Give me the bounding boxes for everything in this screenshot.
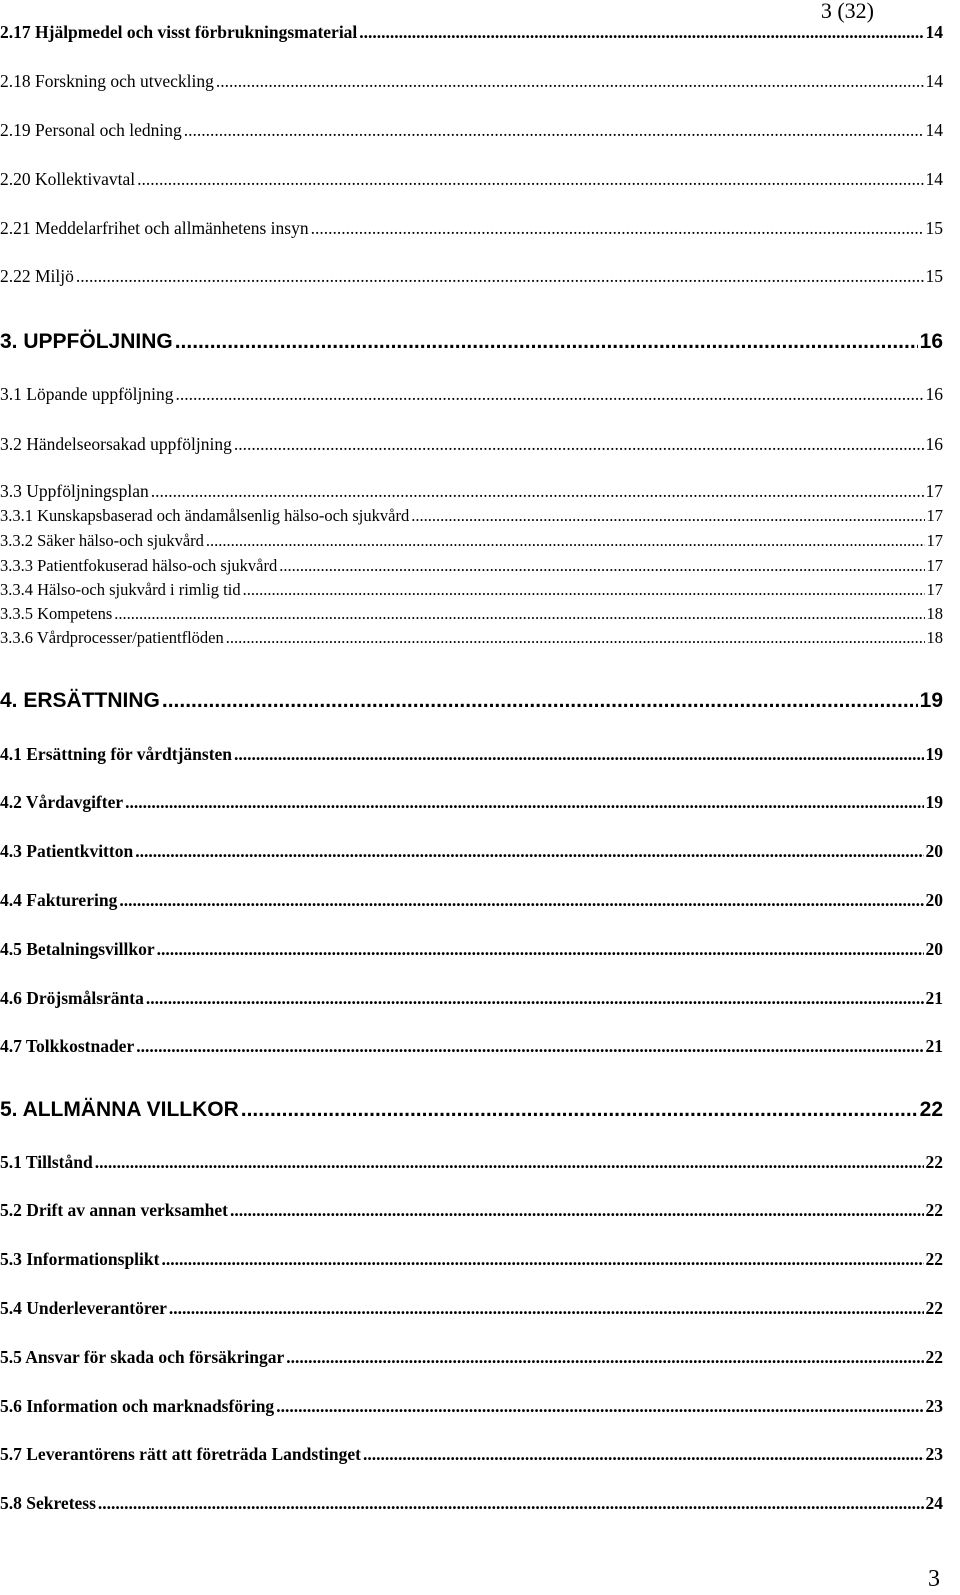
toc-leader (114, 606, 924, 623)
toc-leader (176, 386, 924, 404)
toc-entry-page: 15 (925, 266, 943, 286)
toc-leader (98, 1495, 924, 1513)
page-counter: 3 (32) (820, 0, 874, 23)
toc-entry[interactable] (0, 1300, 943, 1318)
toc-entry-title: 3.3.1 Kunskapsbaserad och ändamålsenlig hälso-och sjukvård (0, 506, 410, 525)
toc-entry-page: 22 (925, 1298, 943, 1318)
toc-leader (162, 690, 918, 711)
toc-entry-page: 22 (925, 1152, 943, 1172)
toc-leader (157, 941, 924, 959)
toc-entry-title: 5.1 Tillstånd (0, 1152, 93, 1172)
toc-entry[interactable] (0, 1398, 943, 1416)
toc-leader (241, 1099, 918, 1120)
toc-leader (276, 1398, 923, 1416)
toc-entry-page: 22 (925, 1347, 943, 1367)
toc-entry[interactable] (0, 630, 943, 647)
toc-leader (230, 1202, 924, 1220)
toc-entry-title: 2.18 Forskning och utveckling (0, 71, 214, 91)
toc-entry[interactable] (0, 1202, 943, 1220)
toc-entry[interactable] (0, 386, 943, 404)
toc-entry[interactable] (0, 1446, 943, 1464)
toc-entry[interactable] (0, 1251, 943, 1269)
toc-entry-title: 2.21 Meddelarfrihet och allmänhetens insyn (0, 218, 309, 238)
toc-leader (125, 794, 923, 812)
toc-entry[interactable] (0, 1495, 943, 1513)
toc-entry-title: 3.3 Uppföljningsplan (0, 481, 149, 501)
toc-entry[interactable] (0, 892, 943, 910)
toc-entry-page: 17 (926, 531, 943, 550)
toc-leader (216, 73, 924, 91)
toc-entry[interactable] (0, 794, 943, 812)
toc-leader (76, 268, 924, 286)
toc-entry-page: 16 (919, 330, 943, 353)
toc-entry-page: 17 (925, 481, 943, 501)
toc-entry-page: 14 (925, 22, 943, 42)
toc-entry-page: 20 (925, 841, 943, 861)
footer-page-number: 3 (928, 1566, 940, 1592)
toc-entry-title: 4.4 Fakturering (0, 890, 118, 910)
toc-entry-title: 5.5 Ansvar för skada och försäkringar (0, 1347, 285, 1367)
toc-entry[interactable] (0, 1349, 943, 1367)
toc-entry-page: 19 (925, 792, 943, 812)
toc-entry-title: 2.20 Kollektivavtal (0, 169, 136, 189)
toc-entry[interactable] (0, 1038, 943, 1056)
toc-leader (184, 122, 924, 140)
toc-entry-title: 4.6 Dröjsmålsränta (0, 988, 144, 1008)
toc-entry-title: 3.3.5 Kompetens (0, 604, 113, 623)
toc-leader (137, 171, 923, 189)
toc-entry[interactable] (0, 171, 943, 189)
toc-entry[interactable] (0, 606, 943, 623)
toc-entry[interactable] (0, 941, 943, 959)
toc-entry-title: 3.1 Löpande uppföljning (0, 384, 174, 404)
toc-leader (234, 436, 924, 454)
toc-entry-title: 5.2 Drift av annan verksamhet (0, 1200, 228, 1220)
toc-leader (161, 1251, 923, 1269)
toc-entry-page: 15 (925, 218, 943, 238)
toc-entry-title: 4.1 Ersättning för vårdtjänsten (0, 744, 233, 764)
toc-entry[interactable] (0, 990, 943, 1008)
toc-entry-title: 5.3 Informationsplikt (0, 1249, 160, 1269)
toc-entry-title: 5.6 Information och marknadsföring (0, 1396, 275, 1416)
toc-entry-page: 18 (926, 604, 943, 623)
toc-entry-page: 22 (919, 1098, 943, 1121)
toc-entry-page: 24 (925, 1493, 943, 1513)
toc-entry-page: 16 (925, 434, 943, 454)
toc-leader (243, 582, 925, 599)
toc-entry-title: 5.8 Sekretess (0, 1493, 96, 1513)
toc-entry[interactable] (0, 690, 943, 711)
toc-entry-title: 2.22 Miljö (0, 266, 74, 286)
toc-entry[interactable] (0, 533, 943, 550)
toc-entry[interactable] (0, 220, 943, 238)
toc-entry[interactable] (0, 331, 943, 352)
toc-leader (136, 1038, 923, 1056)
toc-leader (146, 990, 924, 1008)
toc-entry-page: 14 (925, 120, 943, 140)
toc-entry-page: 21 (925, 988, 943, 1008)
toc-entry-title: 5. ALLMÄNNA VILLKOR (0, 1098, 239, 1121)
toc-entry-title: 4. ERSÄTTNING (0, 689, 160, 712)
toc-leader (411, 508, 924, 525)
toc-leader (151, 483, 924, 501)
toc-entry-title: 2.19 Personal och ledning (0, 120, 182, 140)
toc-entry-title: 2.17 Hjälpmedel och visst förbrukningsmaterial (0, 22, 358, 42)
toc-entry-page: 14 (925, 169, 943, 189)
toc-entry[interactable] (0, 436, 943, 454)
toc-entry-title: 4.5 Betalningsvillkor (0, 939, 155, 959)
toc-entry[interactable] (0, 508, 943, 525)
toc-entry[interactable] (0, 122, 943, 140)
toc-entry-title: 3.3.3 Patientfokuserad hälso-och sjukvård (0, 556, 278, 575)
toc-leader (359, 24, 923, 42)
toc-leader (135, 843, 923, 861)
toc-entry-page: 21 (925, 1036, 943, 1056)
toc-entry-title: 3.3.2 Säker hälso-och sjukvård (0, 531, 204, 550)
toc-leader (175, 331, 918, 352)
toc-entry-title: 5.4 Underleverantörer (0, 1298, 167, 1318)
toc-entry-page: 23 (925, 1396, 943, 1416)
toc-entry[interactable] (0, 582, 943, 599)
toc-leader (311, 220, 924, 238)
toc-entry-title: 3.3.6 Vårdprocesser/patientflöden (0, 628, 224, 647)
toc-entry-title: 4.7 Tolkkostnader (0, 1036, 135, 1056)
toc-entry[interactable] (0, 1154, 943, 1172)
toc-entry[interactable] (0, 746, 943, 764)
toc-entry-title: 4.2 Vårdavgifter (0, 792, 124, 812)
toc-entry[interactable] (0, 843, 943, 861)
toc-entry-title: 5.7 Leverantörens rätt att företräda Landstinget (0, 1444, 361, 1464)
toc-entry-page: 14 (925, 71, 943, 91)
toc-leader (286, 1349, 923, 1367)
toc-entry[interactable] (0, 1099, 943, 1120)
toc-entry[interactable] (0, 558, 943, 575)
toc-entry-page: 17 (926, 580, 943, 599)
toc-entry-page: 22 (925, 1200, 943, 1220)
toc-entry[interactable] (0, 24, 943, 42)
toc-entry-page: 17 (926, 506, 943, 525)
toc-entry-page: 20 (925, 939, 943, 959)
toc-leader (206, 533, 925, 550)
toc-entry-page: 18 (926, 628, 943, 647)
toc-entry[interactable] (0, 268, 943, 286)
toc-leader (226, 630, 925, 647)
toc-entry-page: 19 (925, 744, 943, 764)
toc-entry-page: 20 (925, 890, 943, 910)
toc-entry-page: 16 (925, 384, 943, 404)
toc-entry[interactable] (0, 73, 943, 91)
toc-entry-page: 19 (919, 689, 943, 712)
toc-leader (119, 892, 923, 910)
toc-entry-page: 22 (925, 1249, 943, 1269)
toc-leader (363, 1446, 924, 1464)
toc-entry-title: 3.2 Händelseorsakad uppföljning (0, 434, 232, 454)
toc-entry-title: 3. UPPFÖLJNING (0, 330, 173, 353)
toc-leader (95, 1154, 924, 1172)
toc-entry-page: 17 (926, 556, 943, 575)
toc-leader (279, 558, 924, 575)
toc-leader (234, 746, 923, 764)
toc-leader (169, 1300, 924, 1318)
toc-entry-page: 23 (925, 1444, 943, 1464)
toc-entry[interactable] (0, 483, 943, 501)
toc-entry-title: 4.3 Patientkvitton (0, 841, 134, 861)
toc-entry-title: 3.3.4 Hälso-och sjukvård i rimlig tid (0, 580, 241, 599)
